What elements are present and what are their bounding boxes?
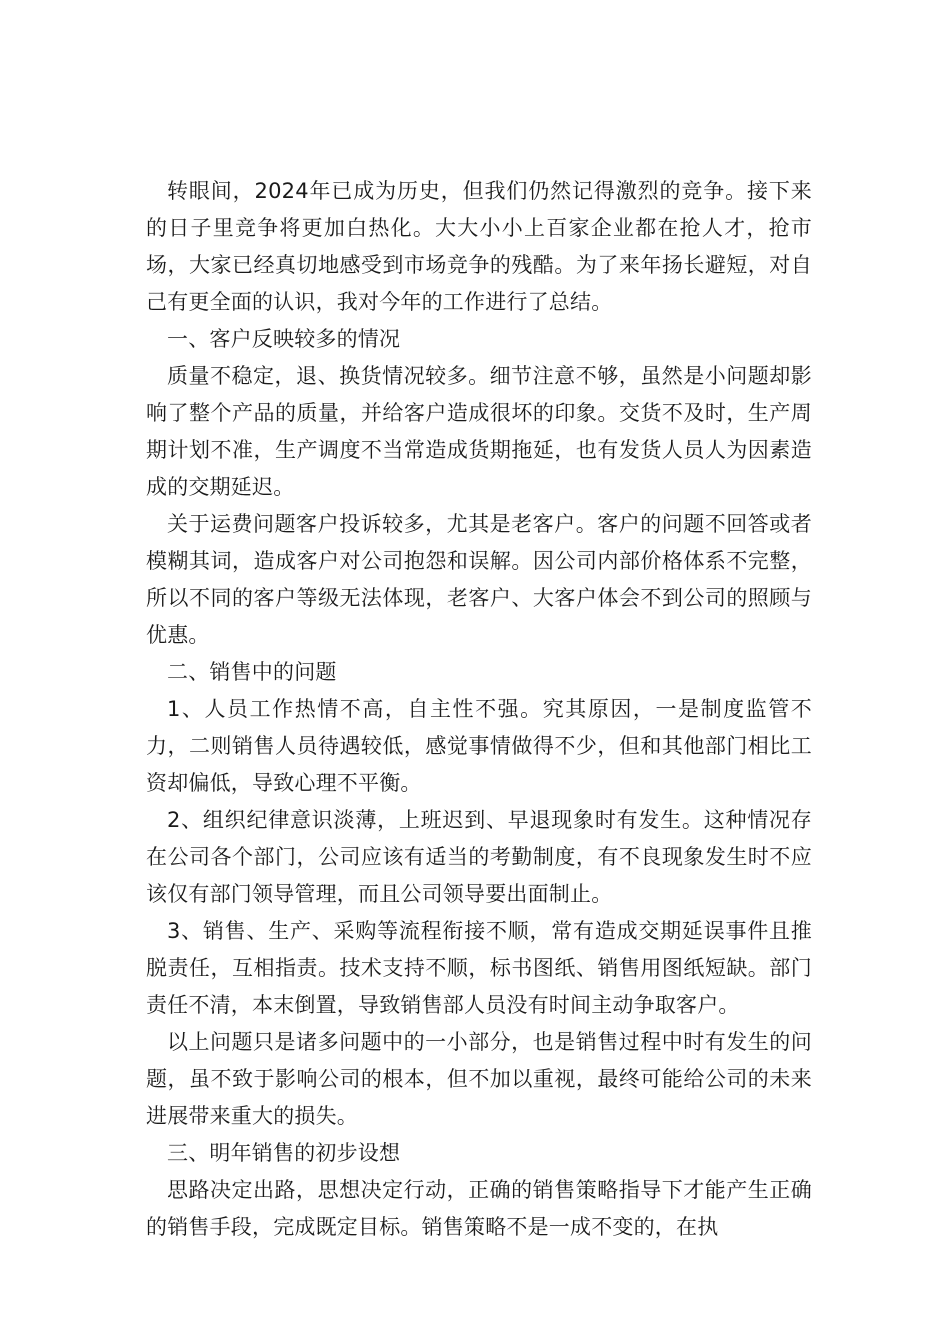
section-heading-1: 一、客户反映较多的情况 <box>167 327 401 351</box>
body-paragraph: 关于运费问题客户投诉较多，尤其是老客户。客户的问题不回答或者模糊其词，造成客户对公司抱怨和误解。因公司内部价格体系不完整，所以不同的客户等级无法体现，老客户、大客户体会不到公司的照顾与优惠。 <box>146 512 812 647</box>
section-heading-3: 三、明年销售的初步设想 <box>167 1141 401 1165</box>
document-page <box>146 173 812 1246</box>
list-item-3: 3、销售、生产、采购等流程衔接不顺，常有造成交期延误事件且推脱责任，互相指责。技术支持不顺，标书图纸、销售用图纸短缺。部门责任不清，本末倒置，导致销售部人员没有时间主动争取客户。 <box>146 919 812 1017</box>
body-paragraph: 思路决定出路，思想决定行动，正确的销售策略指导下才能产生正确的销售手段，完成既定目标。销售策略不是一成不变的，在执 <box>146 1178 812 1239</box>
body-paragraph: 以上问题只是诸多问题中的一小部分，也是销售过程中时有发生的问题，虽不致于影响公司的根本，但不加以重视，最终可能给公司的未来进展带来重大的损失。 <box>146 1030 812 1128</box>
section-heading-2: 二、销售中的问题 <box>167 660 337 684</box>
list-item-2: 2、组织纪律意识淡薄，上班迟到、早退现象时有发生。这种情况存在公司各个部门，公司应该有适当的考勤制度，有不良现象发生时不应该仅有部门领导管理，而且公司领导要出面制止。 <box>146 808 812 906</box>
list-item-1: 1、人员工作热情不高，自主性不强。究其原因，一是制度监管不力，二则销售人员待遇较低，感觉事情做得不少，但和其他部门相比工资却偏低，导致心理不平衡。 <box>146 697 812 795</box>
intro-paragraph: 转眼间，2024年已成为历史，但我们仍然记得激烈的竞争。接下来的日子里竞争将更加白热化。大大小小上百家企业都在抢人才，抢市场，大家已经真切地感受到市场竞争的残酷。为了来年扬长避短，对自己有更全面的认识，我对今年的工作进行了总结。 <box>146 179 812 314</box>
body-paragraph: 质量不稳定，退、换货情况较多。细节注意不够，虽然是小问题却影响了整个产品的质量，并给客户造成很坏的印象。交货不及时，生产周期计划不准，生产调度不当常造成货期拖延，也有发货人员人为因素造成的交期延迟。 <box>146 364 812 499</box>
